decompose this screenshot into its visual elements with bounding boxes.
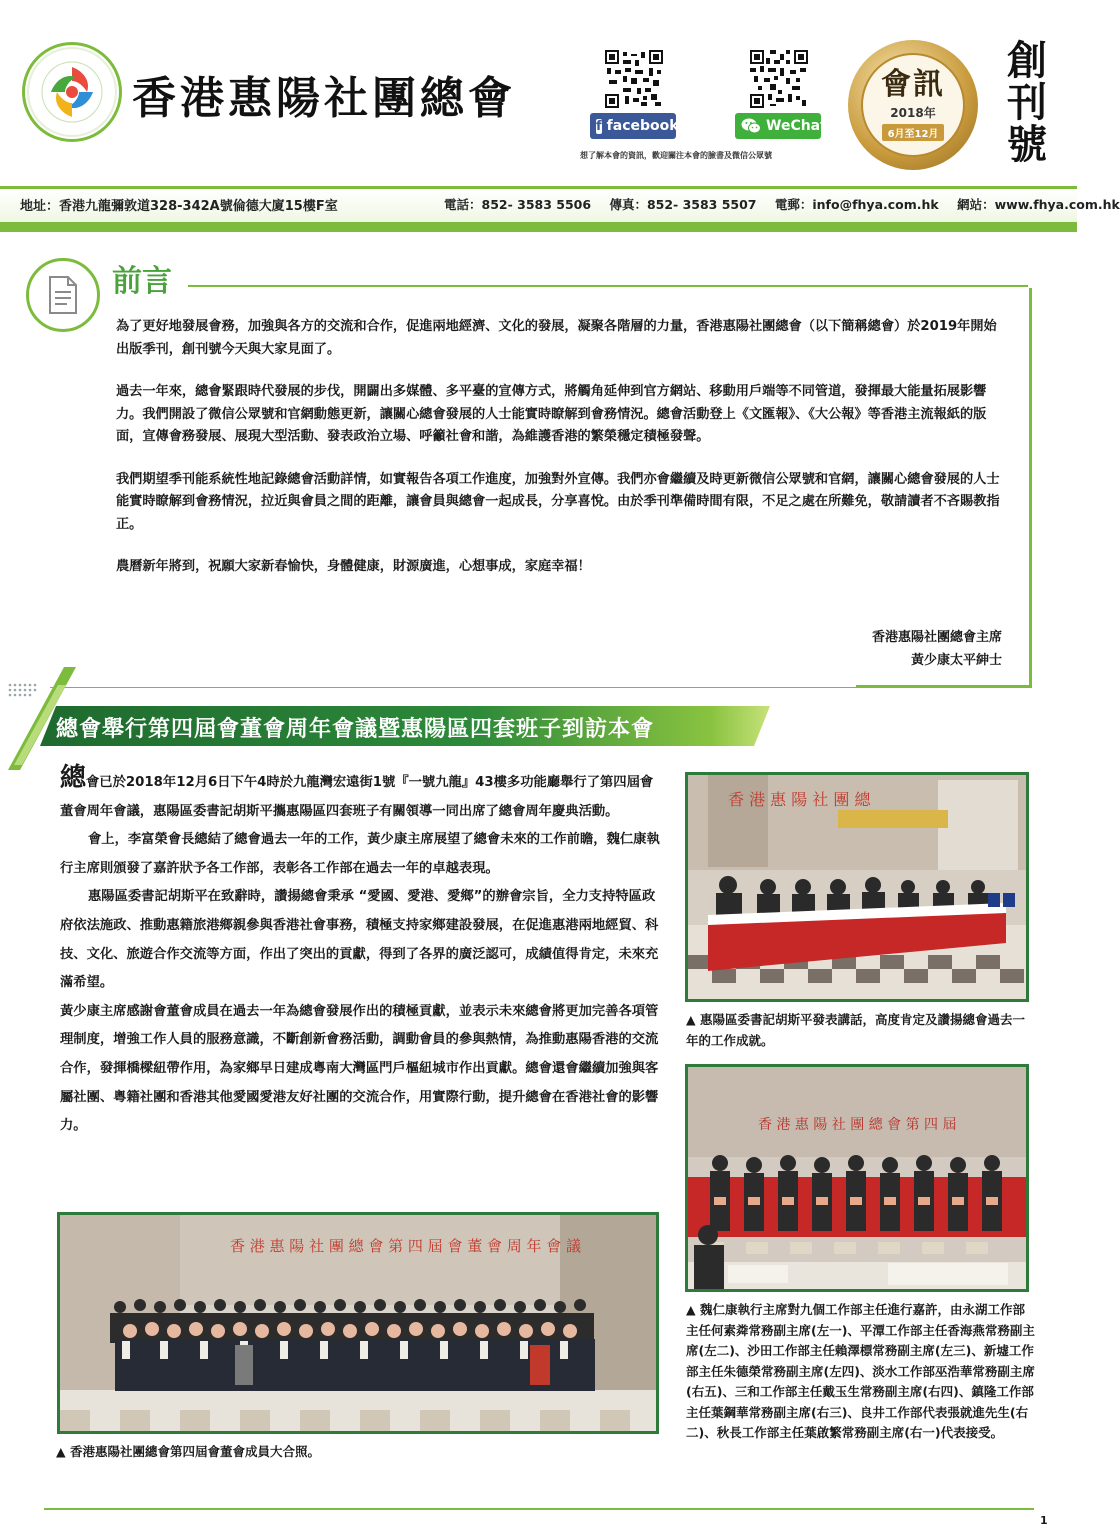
photo-caption-1: ▲ 惠陽區委書記胡斯平發表講話，高度肯定及讚揚總會過去一年的工作成就。 (686, 1012, 1025, 1048)
fax: 傳真：852- 3583 5507 (609, 197, 757, 212)
facebook-label: facebook (606, 118, 679, 134)
badge-period: 6月至12月 (882, 124, 945, 141)
signature-name: 黃少康太平紳士 (910, 653, 1002, 668)
email-link[interactable]: 電郵：info@fhya.com.hk (774, 197, 939, 212)
qr-note: 想了解本會的資訊，歡迎關注本會的臉書及微信公眾號 (580, 151, 772, 160)
svg-text:香 港 惠 陽 社 團 總 會 第 四 屆 會 董 會 周: 香 港 惠 陽 社 團 總 會 第 四 屆 會 董 會 周 年 會 議 (230, 1237, 582, 1255)
phone: 電話：852- 3583 5506 (444, 197, 592, 212)
wechat-icon (741, 118, 761, 134)
contact-info (444, 195, 1120, 213)
footer-rule (44, 1508, 1034, 1510)
signature-title: 香港惠陽社團總會主席 (871, 630, 1002, 645)
wechat-qr-code (750, 50, 808, 108)
preface-body (116, 316, 1006, 599)
svg-text:香 港 惠 陽 社 團 總: 香 港 惠 陽 社 團 總 (728, 790, 871, 809)
svg-text:香 港 惠 陽 社 團 總 會 第 四 屆: 香 港 惠 陽 社 團 總 會 第 四 屆 (758, 1117, 957, 1133)
article-paragraph-4: 黃少康主席感謝會董會成員在過去一年為總會發展作出的積極貢獻，並表示未來總會將更加完善各項管理制度，增強工作人員的服務意識，不斷創新會務活動，調動會員的參與熱情，為推動惠陽香港的交流合作，發揮橋樑紐帶作用，為家鄉早日建成粵南大灣區門戶樞紐城市作出貢獻。總會還會繼續加強與客屬社團、粵籍社團和香港其他愛國愛港友好社團的交流合作，用實際行動，提升總會在香港社會的影響力。 (60, 1003, 659, 1134)
facebook-qr-code (605, 50, 663, 108)
facebook-icon: f (596, 118, 602, 134)
wechat-button[interactable] (735, 113, 827, 139)
badge-title: 會訊 (881, 66, 945, 102)
facebook-button[interactable] (590, 113, 679, 139)
info-bar-divider (0, 222, 1077, 232)
first-issue-label: 創刊號 (1007, 37, 1047, 168)
article-paragraph-1-text: 會已於2018年12月6日下午4時於九龍灣宏遠街1號『一號九龍』43樓多功能廳舉行了第四屆會董會周年會議，惠陽區委書記胡斯平攜惠陽區四套班子有關領導一同出席了總會周年慶典活動。 (60, 775, 654, 819)
preface-paragraph-1: 為了更好地發展會務，加強與各方的交流和合作，促進兩地經濟、文化的發展，凝聚各階層的力量，香港惠陽社團總會（以下簡稱總會）於2019年開始出版季刊，創刊號今天與大家見面了。 (116, 319, 997, 357)
article-paragraph-2: 會上，李富榮會長總結了總會過去一年的工作，黃少康主席展望了總會未來的工作前瞻，魏仁康執行主席則頒發了嘉許狀予各工作部，表彰各工作部在過去一年的卓越表現。 (60, 832, 660, 876)
org-logo (22, 42, 122, 142)
newsletter-badge (848, 40, 978, 170)
award-photo (685, 1064, 1029, 1292)
preface-paragraph-2: 過去一年來，總會緊跟時代發展的步伐，開闢出多媒體、多平臺的宣傳方式，將觸角延伸到官方網站、移動用戶端等不同管道，發揮最大能量拓展影響力。我們開設了微信公眾號和官網動態更新，讓關心總會發展的人士能實時瞭解到會務情況。總會活動登上《文匯報》、《大公報》等香港主流報紙的版面，宣傳會務發展、展現大型活動、發表政治立場、呼籲社會和諧，為維護香港的繁榮穩定積極發聲。 (116, 384, 987, 444)
article-body (60, 763, 662, 1141)
preface-paragraph-3: 我們期望季刊能系統性地記錄總會活動詳情，如實報告各項工作進度，加強對外宣傳。我們亦會繼續及時更新微信公眾號和官網，讓關心總會發展的人士能實時瞭解到會務情況，拉近與會員之間的距離，讓會員與總會一起成長，分享喜悅。由於季刊準備時間有限，不足之處在所難免，敬請讀者不吝賜教指正。 (116, 471, 1000, 532)
article-headline: 總會舉行第四屆會董會周年會議暨惠陽區四套班子到訪本會 (56, 716, 655, 742)
photo-caption-2: ▲ 魏仁康執行主席對九個工作部主任進行嘉許，由永湖工作部主任何素粦常務副主席(左一)、平潭工作部主任香海燕常務副主席(左二)、沙田工作部主任賴澤標常務副主席(左三)、新墟工作部主任朱德榮常務副主席(左四)、淡水工作部巫浩華常務副主席(右五)、三和工作部主任戴玉生常務副主席(右四)、鎮隆工作部主任葉鋼華常務副主席(右三)、良井工作部代表張就進先生(右二)、秋長工作部主任葉啟繁常務副主席(右一)代表接受。 (686, 1302, 1035, 1440)
wechat-label: WeChat (766, 118, 827, 134)
article-paragraph-1 (60, 763, 662, 826)
org-logo-icon (25, 45, 119, 139)
page-number: 1 (1040, 1514, 1048, 1527)
group-photo (57, 1212, 659, 1434)
website-link[interactable]: 網站：www.fhya.com.hk (957, 197, 1120, 212)
org-title: 香港惠陽社團總會 (132, 73, 516, 124)
frame-gap (50, 683, 856, 687)
dropcap: 總 (60, 763, 87, 793)
badge-inner (861, 53, 965, 157)
preface-title: 前言 (112, 264, 172, 299)
badge-year: 2018年 (890, 105, 936, 120)
photo-caption-3: ▲ 香港惠陽社團總會第四屆會董會成員大合照。 (56, 1444, 320, 1459)
preface-rule (188, 285, 1028, 287)
address: 地址：香港九龍彌敦道328-342A號倫德大廈15樓F室 (20, 199, 338, 214)
preface-paragraph-4: 農曆新年將到，祝願大家新春愉快，身體健康，財源廣進，心想事成，家庭幸福！ (116, 559, 591, 574)
article-paragraph-3: 惠陽區委書記胡斯平在致辭時，讚揚總會秉承 “愛國、愛港、愛鄉”的辦會宗旨，全力支持特區政府依法施政、推動惠籍旅港鄉親參與香港社會事務，積極支持家鄉建設發展，在促進惠港兩地經貿、科技、文化、旅遊合作交流等方面，作出了突出的貢獻，得到了各界的廣泛認可，成績值得肯定，未來充滿希望。 (60, 889, 659, 991)
document-icon (26, 258, 100, 332)
speech-photo (685, 772, 1029, 1002)
